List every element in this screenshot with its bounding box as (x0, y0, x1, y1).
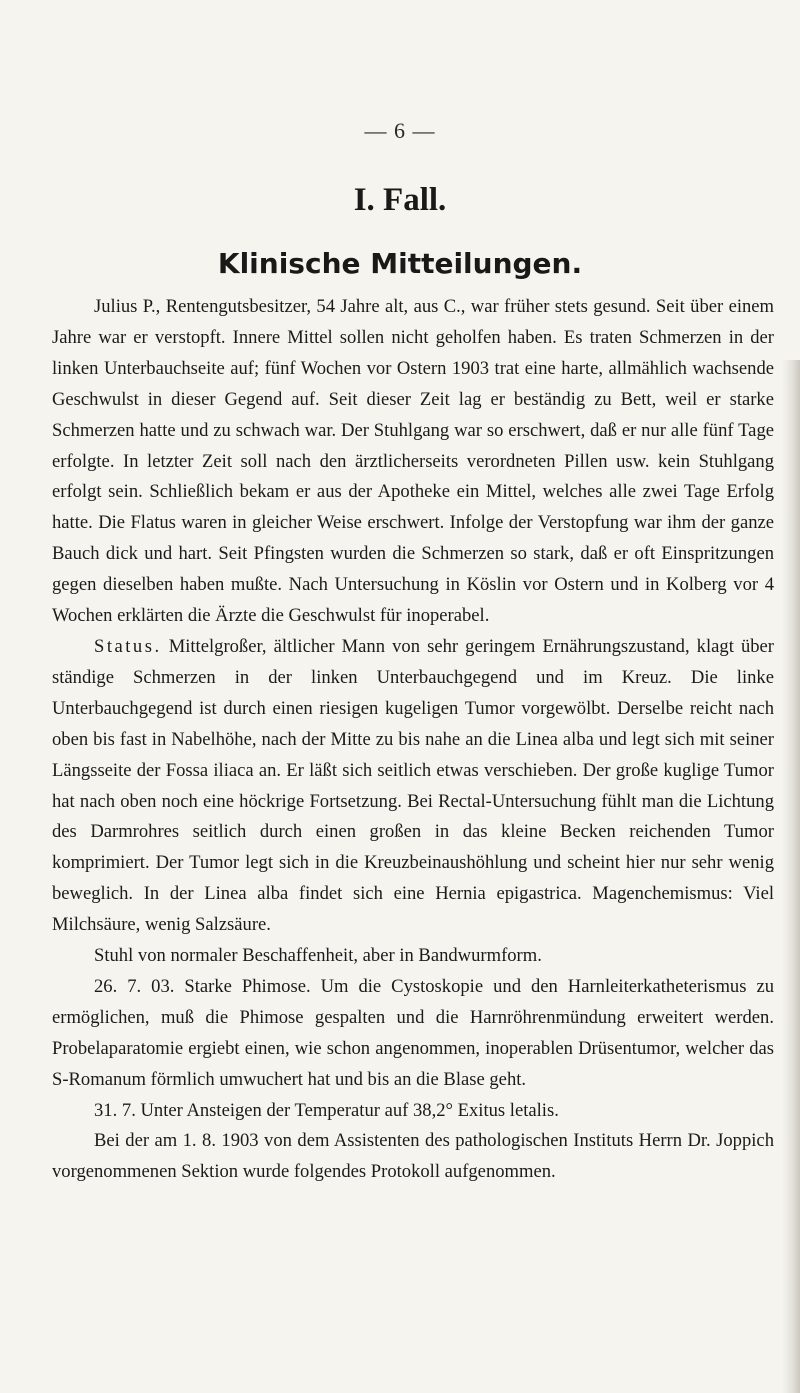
page-number: — 6 — (364, 118, 436, 143)
status-label: Status. (94, 635, 162, 657)
paragraph-status (52, 632, 774, 941)
page-edge-shadow (782, 360, 800, 1393)
body-text (52, 292, 774, 1188)
section-title: Klinische Mitteilungen. (217, 247, 583, 280)
case-title: I. Fall. (353, 182, 447, 218)
paragraph-history: Julius P., Rentengutsbesitzer, 54 Jahre alt, aus C., war früher stets gesund. Seit über einem Jahre war er verstopft. Innere Mittel sollen nicht geholfen haben. Es traten Schmerzen in der linken Unterbauchseite auf; fünf Wochen vor Ostern 1903 trat eine harte, allmählich wachsende Geschwulst in dieser Gegend auf. Seit dieser Zeit lag er beständig zu Bett, weil er starke Schmerzen hatte und zu schwach war. Der Stuhlgang war so erschwert, daß er nur alle fünf Tage erfolgte. In letzter Zeit soll nach den ärztlicherseits verordneten Pillen usw. kein Stuhlgang erfolgt sein. Schließlich bekam er aus der Apotheke ein Mittel, welches alle zwei Tage Erfolg hatte. Die Flatus waren in gleicher Weise erschwert. Infolge der Verstopfung war ihm der ganze Bauch dick und hart. Seit Pfingsten wurden die Schmerzen so stark, daß er oft Einspritzungen gegen dieselben haben mußte. Nach Untersuchung in Köslin vor Ostern und in Kolberg vor 4 Wochen erklärten die Ärzte die Geschwulst für inoperabel. (52, 296, 774, 627)
paragraph-operation: 26. 7. 03. Starke Phimose. Um die Cystoskopie und den Harnleiterkatheterismus zu ermöglichen, muß die Phimose gespalten und die Harnröhrenmündung erweitert werden. Probelaparatomie ergiebt einen, wie schon angenommen, inoperablen Drüsentumor, welcher das S-Romanum förmlich umwuchert hat und bis an die Blase geht. (52, 975, 774, 1090)
status-text: Mittelgroßer, ältlicher Mann von sehr geringem Ernährungszustand, klagt über ständige Schmerzen in der linken Unterbauchgegend und im Kreuz. Die linke Unterbauchgegend ist durch einen riesigen kugeligen Tumor vorgewölbt. Derselbe reicht nach oben bis fast in Nabelhöhe, nach der Mitte zu bis nahe an die Linea alba und legt sich mit seiner Längsseite der Fossa iliaca an. Er läßt sich seitlich etwas verschieben. Der große kuglige Tumor hat nach oben noch eine höckrige Fortsetzung. Bei Rectal-Untersuchung fühlt man die Lichtung des Darmrohres seitlich durch einen großen in das kleine Becken reichenden Tumor komprimiert. Der Tumor legt sich in die Kreuzbeinaushöhlung und scheint hier nur sehr wenig beweglich. In der Linea alba findet sich eine Hernia epigastrica. Magenchemismus: Viel Milchsäure, wenig Salzsäure. (52, 635, 774, 936)
paragraph-exitus: 31. 7. Unter Ansteigen der Temperatur auf 38,2° Exitus letalis. (94, 1099, 559, 1121)
paragraph-section: Bei der am 1. 8. 1903 von dem Assistenten des pathologischen Instituts Herrn Dr. Joppich vorgenommenen Sektion wurde folgendes Protokoll aufgenommen. (52, 1130, 774, 1183)
paragraph-stool: Stuhl von normaler Beschaffenheit, aber in Bandwurmform. (94, 945, 542, 967)
